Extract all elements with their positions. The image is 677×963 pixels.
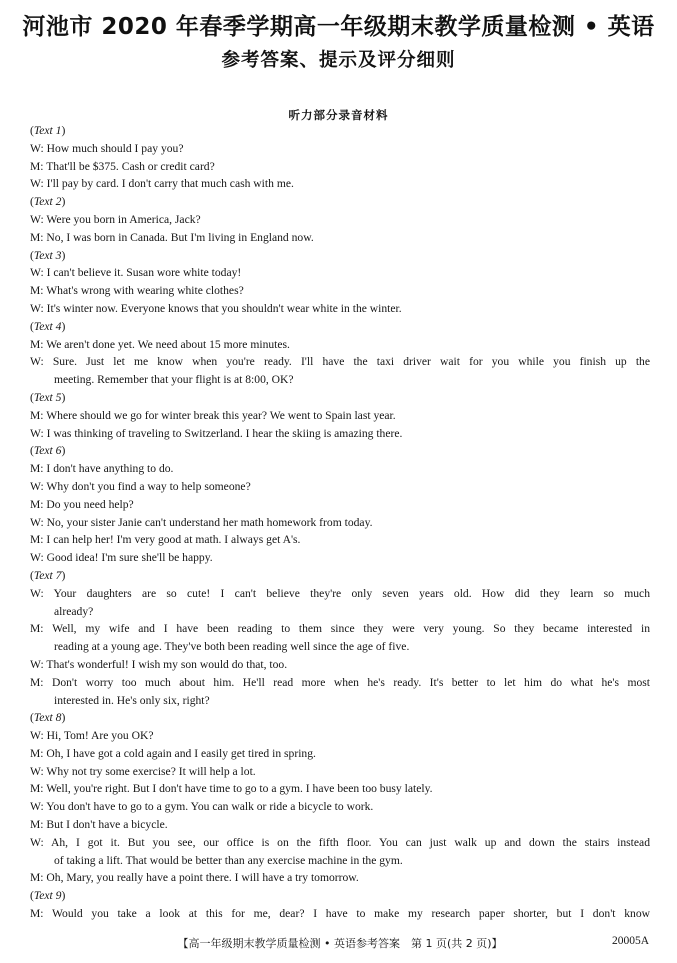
- footer-page-label: 【高一年级期末教学质量检测 • 英语参考答案 第 1 页(共 2 页)】: [177, 937, 503, 950]
- dialogue-line: M: No, I was born in Canada. But I'm living in England now.: [30, 230, 314, 244]
- dialogue-line: W: How much should I pay you?: [30, 141, 184, 155]
- page-footer: [0, 935, 677, 953]
- dialogue-continuation: of taking a lift. That would be better than any exercise machine in the gym.: [54, 853, 403, 867]
- text-label-name: Text 8: [33, 711, 62, 725]
- text-label: (Text 9): [30, 889, 66, 903]
- dialogue-line: W: I was thinking of traveling to Switzerland. I hear the skiing is amazing there.: [30, 426, 403, 440]
- dialogue-continuation: meeting. Remember that your flight is at 8:00, OK?: [54, 373, 294, 387]
- dialogue-line: M: But I don't have a bicycle.: [30, 818, 168, 832]
- document-subtitle: 参考答案、提示及评分细则: [221, 50, 456, 71]
- dialogue-continuation: interested in. He's only six, right?: [54, 693, 210, 707]
- dialogue-line: M: Where should we go for winter break this year? We went to Spain last year.: [30, 408, 396, 422]
- dialogue-line: W: Hi, Tom! Are you OK?: [30, 729, 154, 743]
- text-label: (Text 8): [30, 711, 66, 725]
- dialogue-line: W: You don't have to go to a gym. You can walk or ride a bicycle to work.: [30, 800, 374, 814]
- dialogue-line: W: Ah, I got it. But you see, our office is on the fifth floor. You can just walk up and down the stairs instead: [30, 835, 650, 849]
- dialogue-line: M: Well, my wife and I have been reading to them since they were very young. So they became interested in: [30, 622, 650, 636]
- text-label-name: Text 4: [33, 319, 62, 333]
- text-label: (Text 5): [30, 390, 66, 404]
- dialogue-line: M: Would you take a look at this for me, dear? I have to make my research paper shorter, but I don't know: [30, 907, 650, 921]
- section-title: 听力部分录音材料: [288, 108, 389, 122]
- dialogue-line: W: No, your sister Janie can't understand her math homework from today.: [30, 515, 373, 529]
- text-label: (Text 3): [30, 248, 66, 262]
- text-label: (Text 6): [30, 444, 66, 458]
- dialogue-line: W: Good idea! I'm sure she'll be happy.: [30, 551, 213, 565]
- text-label: (Text 4): [30, 319, 66, 333]
- dialogue-line: W: I'll pay by card. I don't carry that much cash with me.: [30, 177, 294, 191]
- dialogue-line: W: I can't believe it. Susan wore white today!: [30, 266, 242, 280]
- dialogue-line: W: Why not try some exercise? It will help a lot.: [30, 764, 256, 778]
- dialogue-line: M: Well, you're right. But I don't have time to go to a gym. I have been too busy lately.: [30, 782, 433, 796]
- text-label: (Text 1): [30, 124, 66, 137]
- text-label-name: Text 9: [33, 889, 62, 903]
- listening-transcript: [30, 122, 650, 923]
- dialogue-line: W: Sure. Just let me know when you're ready. I'll have the taxi driver wait for you while you finish up the: [30, 355, 650, 369]
- dialogue-line: M: Don't worry too much about him. He'll read more when he's ready. It's better to let him do what he's most: [30, 675, 650, 689]
- text-label: (Text 2): [30, 195, 66, 209]
- dialogue-line: M: Oh, Mary, you really have a point there. I will have a try tomorrow.: [30, 871, 359, 885]
- dialogue-line: M: We aren't done yet. We need about 15 more minutes.: [30, 337, 290, 351]
- footer-code: 20005A: [611, 935, 649, 947]
- text-label-name: Text 7: [33, 568, 62, 582]
- dialogue-continuation: already?: [54, 604, 94, 618]
- dialogue-continuation: reading at a young age. They've both been reading well since the age of five.: [54, 640, 410, 654]
- dialogue-line: M: That'll be $375. Cash or credit card?: [30, 159, 215, 173]
- text-label-name: Text 6: [33, 444, 62, 458]
- dialogue-line: M: Do you need help?: [30, 497, 134, 511]
- document-title: 河池市 2020 年春季学期高一年级期末教学质量检测 • 英语: [22, 14, 655, 40]
- text-label: (Text 7): [30, 568, 66, 582]
- text-label-name: Text 2: [33, 195, 62, 209]
- dialogue-line: M: What's wrong with wearing white clothes?: [30, 284, 244, 298]
- dialogue-line: M: Oh, I have got a cold again and I easily get tired in spring.: [30, 746, 316, 760]
- dialogue-line: W: Were you born in America, Jack?: [30, 212, 201, 226]
- text-label-name: Text 1: [33, 124, 62, 137]
- dialogue-line: M: I don't have anything to do.: [30, 462, 174, 476]
- dialogue-line: W: Your daughters are so cute! I can't believe they're only seven years old. How did they learn so much: [30, 586, 650, 600]
- dialogue-line: W: Why don't you find a way to help someone?: [30, 479, 251, 493]
- text-label-name: Text 3: [33, 248, 62, 262]
- dialogue-line: W: It's winter now. Everyone knows that you shouldn't wear white in the winter.: [30, 301, 402, 315]
- text-label-name: Text 5: [33, 390, 62, 404]
- dialogue-line: W: That's wonderful! I wish my son would do that, too.: [30, 657, 288, 671]
- dialogue-line: M: I can help her! I'm very good at math. I always get A's.: [30, 533, 301, 547]
